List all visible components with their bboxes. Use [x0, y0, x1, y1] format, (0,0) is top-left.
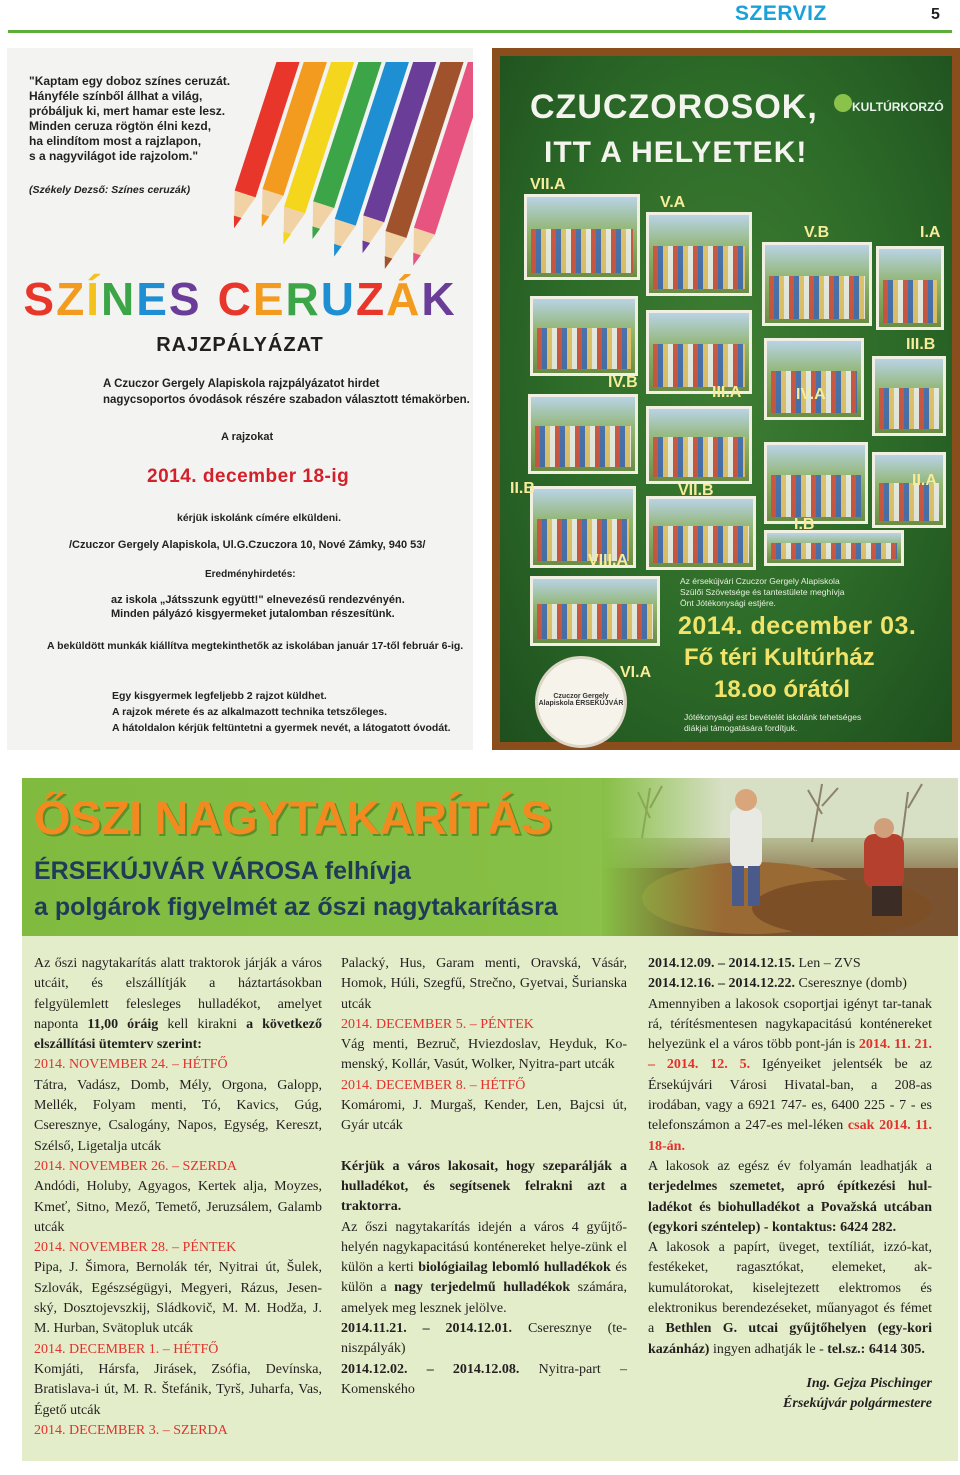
deadline: 2014. december 18-ig: [147, 466, 350, 487]
intro-text: Az őszi nagytakarítás alatt traktorok járják a város utcáit, és elszállítják a háztartásokban felgyülemlett felesleges hulladékot, amelyet naponta: [34, 956, 322, 1032]
class-label: I.A: [920, 224, 941, 241]
container-date-row: [648, 954, 932, 974]
signature-name: Ing. Gejza Pischinger: [806, 1375, 932, 1391]
quote-line: "Kaptam egy doboz színes ceruzát.: [29, 74, 231, 88]
banner-fade: [602, 778, 722, 936]
class-photo: [876, 246, 944, 330]
extra-text: Igényeiket jelentsék be az Érsekújvári Városi Hivatal-ban, a 208-as irodában, vagy a 6921 747- es, 6400 225 - 7 - es telefonszámon a 247-es mel-léken: [648, 1057, 932, 1134]
brand-name: KULTÚRKORZÓ: [852, 100, 944, 114]
year-round-paragraph: [648, 1157, 932, 1238]
poster-headline: CZUCZOROSOK,: [530, 88, 818, 126]
class-label: IV.A: [796, 386, 826, 403]
page-header: [0, 0, 960, 32]
class-label: VIII.A: [588, 552, 629, 569]
container-date-row: [341, 1360, 627, 1401]
container-place: Cseresznye (domb): [798, 976, 907, 992]
bulky-waste: nagy terjedelmű hulladékok: [394, 1280, 571, 1296]
separation-request: Kérjük a város lakosait, hogy szeparálják a hulladékot, és segítsenek felrakni azt a traktorra.: [341, 1158, 627, 1215]
poster-title-letter: C: [217, 273, 253, 325]
invitation-line: Szülői Szövetsége és tantestülete meghívja: [680, 587, 845, 597]
contest-announcement: [103, 376, 470, 408]
article-column-1: [34, 954, 322, 1441]
container-date-row: [648, 974, 932, 994]
schedule-date: 2014. DECEMBER 1. – HÉTFŐ: [34, 1341, 219, 1357]
containers-paragraph: [341, 1218, 627, 1319]
schedule-date: 2014. NOVEMBER 26. – SZERDA: [34, 1158, 238, 1174]
class-photo: [762, 242, 872, 326]
rule-line: Egy kisgyermek legfeljebb 2 rajzot küldhet.: [112, 690, 327, 702]
class-label: V.B: [804, 224, 830, 241]
intro-time: 11,00 óráig: [87, 1016, 159, 1032]
extra-text: Amennyiben a lakosok csoportjai igényt tar-tanak rá, térítésmentesen nagykapacitású konténereket helyezünk el a város több pont-ján is: [648, 996, 932, 1053]
container-date-row: [341, 1319, 627, 1360]
class-photo: [872, 356, 946, 436]
container-place: Len – ZVS: [798, 956, 861, 971]
article-column-3: [648, 954, 932, 1415]
class-label: VII.B: [678, 482, 714, 499]
class-photo: [646, 406, 752, 484]
collection-paragraph: [648, 1238, 932, 1360]
rule-line: A hátoldalon kérjük feltüntetni a gyermek nevét, a látogatott óvodát.: [112, 722, 451, 734]
class-photo: [764, 530, 904, 566]
poster-title-letter: R: [285, 273, 321, 325]
header-rule: [8, 30, 952, 33]
quote-line: s a nagyvilágot ide rajzolom.": [29, 149, 199, 163]
collect-text: A lakosok a papírt, üveget, textíliát, izzó-kat, festékeket, ragasztókat, elemeket, ak-kumulátorokat, kiselejtezett elektromos és elektronikus berendezéseket, műanyagot és fémet a: [648, 1240, 932, 1337]
class-photo: [764, 442, 868, 524]
event-venue: Fő téri Kultúrház: [684, 644, 875, 671]
containers-text: Az őszi nagytakarítás idején a város 4 gyűjtő-helyén nagykapacitású konténereket helye-zünk el külön a kerti: [341, 1219, 627, 1276]
schedule-date: 2014. DECEMBER 3. – SZERDA: [34, 1422, 228, 1438]
poster-title-letter: E: [136, 273, 169, 325]
quote-source: (Székely Dezső: Színes ceruzák): [29, 184, 191, 196]
class-photo: [530, 296, 638, 376]
poster-title-letter: Á: [386, 273, 422, 325]
poster-quote: [29, 74, 230, 164]
intro-text: kell kirakni: [158, 1016, 247, 1032]
school-seal-icon: [535, 656, 627, 748]
extra-period: 2014. 11. 21. – 2014. 12. 5.: [648, 1037, 932, 1073]
section-title: SZERVIZ: [735, 2, 827, 25]
container-period: 2014.11.21. – 2014.12.01.: [341, 1321, 513, 1337]
invitation-line: Önt Jótékonysági estjére.: [680, 598, 776, 608]
signature-title: Érsekújvár polgármestere: [783, 1396, 932, 1412]
poster-title-letter: Z: [356, 273, 387, 325]
school-address: /Czuczor Gergely Alapiskola, Ul.G.Czuczora 10, Nové Zámky, 940 53/: [69, 539, 426, 551]
year-text: A lakosok az egész év folyamán leadhatják a: [648, 1158, 932, 1174]
class-photo: [646, 310, 752, 394]
article-column-2: [341, 954, 627, 1400]
bio-waste: biológiailag lebomló hulladékok: [418, 1260, 611, 1276]
quote-line: Minden ceruza rögtön élni kezd,: [29, 119, 212, 133]
seal-text: Czuczor Gergely Alapiskola ÉRSEKÚJVÁR: [538, 693, 624, 707]
charity-note: [684, 712, 861, 734]
class-label: I.B: [794, 516, 815, 533]
collection-point: Bethlen G. utcai gyűjtőhelyen (egy-kori kazánház): [648, 1321, 933, 1357]
poster-title: [7, 272, 473, 326]
container-place: Cseresznye (te-niszpályák): [341, 1321, 628, 1357]
container-place: Nyitra-part – Komenského: [341, 1361, 628, 1397]
article-subtitle-2: a polgárok figyelmét az őszi nagytakarításra: [34, 893, 558, 921]
class-photo: [646, 212, 752, 296]
colored-pencils-illustration: [203, 62, 473, 298]
containers-text: és külön a: [341, 1260, 627, 1296]
charity-evening-poster: [492, 48, 960, 750]
drawings-label: A rajzokat: [221, 431, 274, 443]
class-label: II.A: [912, 472, 937, 489]
quote-line: Hányféle színből állhat a világ,: [29, 89, 203, 103]
poster-headline-2: ITT A HELYETEK!: [544, 136, 808, 169]
class-photo: [646, 496, 756, 570]
class-photo: [764, 338, 864, 420]
containers-text: számára, amelyek meg lesznek jelölve.: [341, 1280, 628, 1316]
schedule-streets: Pipa, J. Šimora, Bernolák tér, Nyitrai út, Šulek, Szlovák, Egészségügyi, Megyeri, Rázus, Jesen-ský, Dosztojevszkij, Sládkovič, M. M. Hodža, J. M. Hurban, Svätopluk utcák: [34, 1260, 322, 1337]
results-text: [111, 593, 405, 621]
schedule-streets: Palacký, Hus, Garam menti, Oravská, Vásár, Homok, Húli, Szegfű, Strečno, Gyetvai, Šurianska utcák: [341, 956, 627, 1012]
event-date: 2014. december 03.: [678, 612, 917, 640]
poster-title-letter: Z: [56, 273, 87, 325]
note-line: diákjai támogatására fordítjuk.: [684, 723, 798, 733]
class-photo: [530, 576, 660, 646]
schedule-streets: Vág menti, Bezruč, Hviezdoslav, Heyduk, Ko-menský, Kollár, Vasút, Wolker, Nyitra-part utcák: [341, 1037, 627, 1073]
class-photo: [524, 194, 640, 280]
article-subtitle: ÉRSEKÚJVÁR VÁROSA felhívja: [34, 857, 411, 885]
exhibition-note: A beküldött munkák kiállítva megtekinthetők az iskolában január 17-től február 6-ig.: [47, 640, 464, 652]
poster-title-letter: N: [101, 273, 137, 325]
class-label: V.A: [660, 194, 686, 211]
poster-subtitle: RAJZPÁLYÁZAT: [156, 334, 324, 356]
class-label: VII.A: [530, 176, 566, 193]
class-label: VI.A: [620, 664, 652, 681]
poster-title-letter: U: [320, 273, 356, 325]
year-bold-text: terjedelmes szemetet, apró építkezési hul-ladékot és biohulladékot a Považská utcában (egykori széntelep) - kontaktus: 6424 282.: [648, 1179, 932, 1235]
poster-title-letter: E: [252, 273, 286, 325]
event-time: 18.oo órától: [714, 676, 851, 703]
collect-text: ingyen adhatják le -: [709, 1341, 828, 1357]
schedule-streets: Komjáti, Hársfa, Jirásek, Zsófia, Devínska, Bratislava-i út, M. R. Štefánik, Tyrš, Juharfa, Vas, Égető utcák: [34, 1361, 322, 1418]
container-period: 2014.12.16. – 2014.12.22.: [648, 976, 795, 992]
intro-paragraph: [34, 954, 322, 1055]
results-line: Minden pályázó kisgyermeket jutalomban részesítünk.: [111, 608, 395, 620]
submission-request: kérjük iskolánk címére elküldeni.: [177, 512, 341, 524]
rule-line: A rajzok mérete és az alkalmazott technika tetszőleges.: [112, 706, 388, 718]
class-photo: [528, 394, 638, 474]
schedule-streets: Andódi, Holuby, Agyagos, Kertek alja, Moyzes, Kmeť, Sitno, Mező, Temető, Jeruzsálem, Galamb utcák: [34, 1179, 322, 1235]
class-label: III.B: [906, 336, 936, 353]
announce-line: nagycsoportos óvodások részére szabadon választott témakörben.: [103, 394, 470, 406]
collection-phone: tel.sz.: 6414 305.: [827, 1341, 925, 1357]
schedule-streets: Tátra, Vadász, Domb, Mély, Orgona, Galopp, Mellék, Folyam menti, Tó, Kavics, Gúg, Cseresznye, Csalogány, Napos, Egység, Kereszt, Szélső, Ligetalja utcák: [34, 1077, 322, 1154]
schedule-date: 2014. DECEMBER 5. – PÉNTEK: [341, 1016, 534, 1032]
drawing-contest-poster: [7, 48, 473, 750]
invitation-text: [680, 576, 844, 609]
schedule-date: 2014. NOVEMBER 24. – HÉTFŐ: [34, 1057, 228, 1073]
quote-line: ha elindítom most a rajzlapon,: [29, 134, 202, 148]
class-label: III.A: [712, 384, 742, 401]
extra-containers-paragraph: [648, 995, 932, 1157]
invitation-line: Az érsekújvári Czuczor Gergely Alapiskola: [680, 576, 840, 586]
class-label: IV.B: [608, 374, 638, 391]
note-line: Jótékonysági est bevételét iskolánk tehetséges: [684, 712, 862, 722]
schedule-date: 2014. DECEMBER 8. – HÉTFŐ: [341, 1077, 526, 1093]
page-number: 5: [931, 6, 940, 23]
results-line: az iskola „Játsszunk együtt!" elnevezésű rendezvényén.: [111, 594, 405, 606]
contest-rules: [112, 688, 451, 736]
kulturkorzo-logo-icon: [834, 94, 852, 112]
poster-title-letter: S: [23, 273, 57, 325]
class-photo: [872, 452, 946, 528]
schedule-date: 2014. NOVEMBER 28. – PÉNTEK: [34, 1240, 237, 1256]
results-title: Eredményhirdetés:: [205, 569, 296, 580]
chalkboard-background: [500, 56, 952, 742]
poster-title-letter: S: [168, 273, 202, 325]
article-title: ŐSZI NAGYTAKARÍTÁS: [34, 791, 552, 844]
extra-deadline: csak 2014. 11. 18-án.: [648, 1118, 932, 1154]
poster-title-letter: K: [421, 273, 457, 325]
container-period: 2014.12.09. – 2014.12.15.: [648, 956, 795, 971]
container-period: 2014.12.02. – 2014.12.08.: [341, 1361, 520, 1377]
schedule-streets: Komáromi, J. Murgaš, Kender, Len, Bajcsi út, Gyár utcák: [341, 1098, 627, 1134]
class-label: II.B: [510, 480, 535, 497]
quote-line: próbáljuk ki, mert hamar este lesz.: [29, 104, 226, 118]
poster-title-letter: Í: [86, 273, 101, 325]
intro-schedule-lead: a következő elszállítási ütemterv szerint:: [34, 1016, 322, 1053]
announce-line: A Czuczor Gergely Alapiskola rajzpályázatot hirdet: [103, 378, 380, 390]
